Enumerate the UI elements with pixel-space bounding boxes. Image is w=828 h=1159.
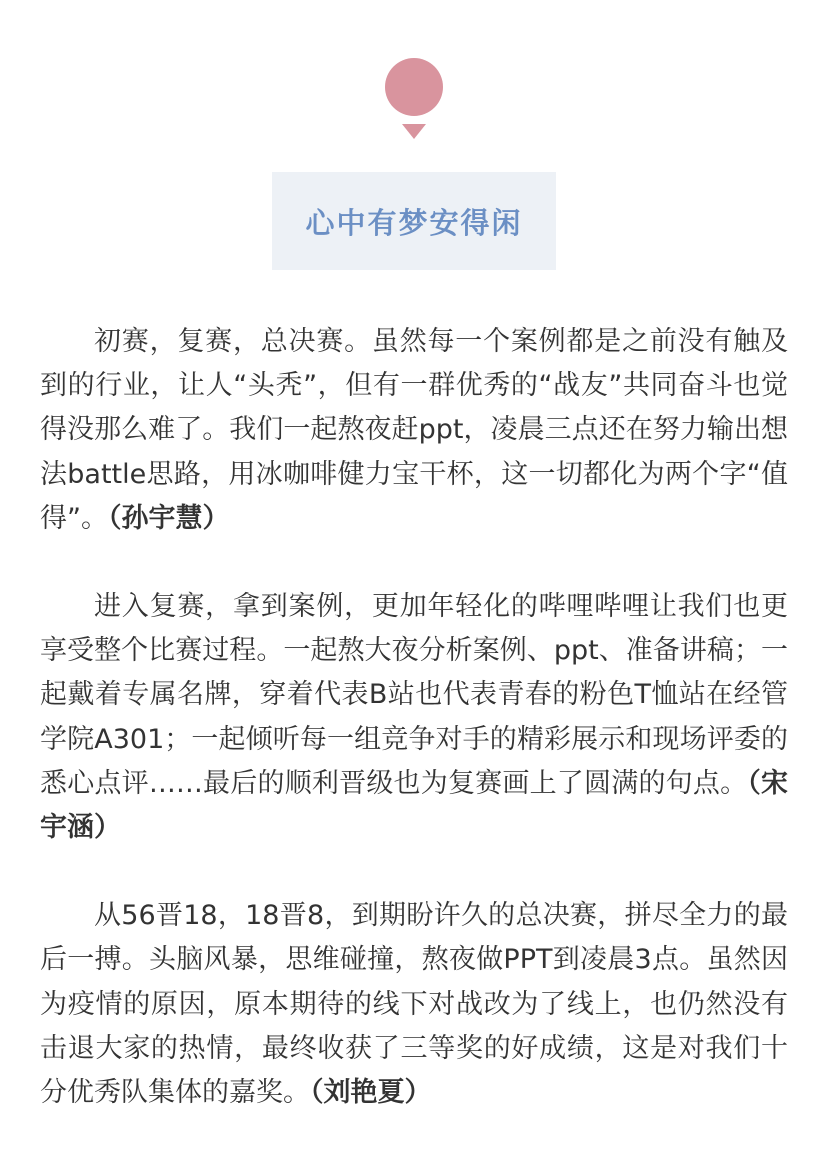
circle-ornament [385,58,443,116]
paragraph-text: 进入复赛，拿到案例，更加年轻化的哔哩哔哩让我们也更享受整个比赛过程。一起熬大夜分析案例、ppt、准备讲稿；一起戴着专属名牌，穿着代表B站也代表青春的粉色T恤站在经管学院A301；一起倾听每一组竞争对手的精彩展示和现场评委的悉心点评……最后的顺利晋级也为复赛画上了圆满的句点。 [40,591,788,799]
paragraph-text: 从56晋18，18晋8，到期盼许久的总决赛，拼尽全力的最后一搏。头脑风暴，思维碰撞，熬夜做PPT到凌晨3点。虽然因为疫情的原因，原本期待的线下对战改为了线上，也仍然没有击退大家的热情，最终收获了三等奖的好成绩，这是对我们十分优秀队集体的嘉奖。 [40,900,788,1109]
section-title: 心中有梦安得闲 [305,205,523,240]
triangle-pointer-icon [402,124,426,139]
section-title-box [272,172,556,270]
paragraph-author: （宋宇涵） [40,767,789,844]
paragraph-author: （刘艳夏） [310,1077,432,1109]
paragraph-2 [40,585,788,850]
paragraph-text: 初赛，复赛，总决赛。虽然每一个案例都是之前没有触及到的行业，让人“头秃”，但有一群优秀的“战友”共同奋斗也觉得没那么难了。我们一起熬夜赶ppt，凌晨三点还在努力输出想法battle思路，用冰咖啡健力宝干杯，这一切都化为两个字“值得”。 [40,326,788,534]
paragraph-1 [40,320,788,541]
article-body [40,320,788,1159]
paragraph-author: （孙宇慧） [108,502,230,534]
paragraph-3 [40,894,788,1115]
